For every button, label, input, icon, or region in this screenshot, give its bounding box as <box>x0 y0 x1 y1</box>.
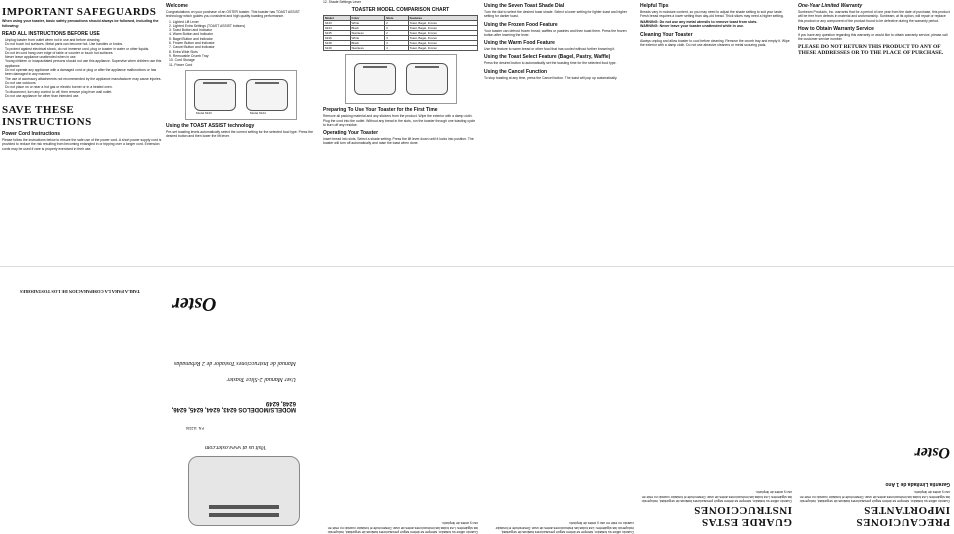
bullet: Do not place on or near a hot gas or electric burner or in a heated oven. <box>5 85 113 90</box>
table-cell: Toast, Bagel, Frozen <box>408 41 477 46</box>
bullet: Do not operate any appliance with a damaged cord or plug or after the appliance malfunctions or has been damaged in any manner. <box>5 68 157 77</box>
cleaning-text: Always unplug and allow toaster to cool before cleaning. Remove the crumb tray and empty it. Wipe the exterior with a damp cloth. Do not use abrasive cleaners or metal scouring pads. <box>640 38 790 47</box>
es-text: Cuando utilice su tostador, siempre se deben seguir precauciones basicas de seguridad, incluyendo las siguientes: Lea todas las instrucciones antes de usar. Desenchufe el tostador cuando no este en uso y antes de limpiarlo. <box>327 521 478 534</box>
bullet: To disconnect, turn any control to off, then remove plug from wall outlet. <box>5 89 113 94</box>
table-cell: 2 <box>385 21 409 26</box>
table-header: Color <box>350 16 385 21</box>
comparison-column <box>323 0 478 267</box>
es-text: Cuando utilice su tostador, siempre se deben seguir precauciones basicas de seguridad, incluyendo las siguientes: Lea todas las instrucciones antes de usar. Desenchufe el tostador cuando no este en uso y antes de limpiarlo. <box>641 490 792 503</box>
table-header: Model <box>324 16 351 21</box>
usage-text: Pre-set toasting levels automatically select the correct setting for the selected food type. Press the desired button and then lower the lift lever. <box>166 129 314 139</box>
es-column <box>484 267 634 534</box>
oster-logo: Oster <box>172 293 217 315</box>
table-cell: Stainless <box>350 46 385 51</box>
operate-text: Insert bread into slots. Select a shade setting. Press the lift lever down until it locks into position. The toaster will turn off automatically and raise the toast when done. <box>323 137 474 146</box>
cover-panel <box>2 267 162 534</box>
table-header: Features <box>408 16 477 21</box>
bullet: To protect against electrical shock, do not immerse cord, plug or toaster in water or other liquids. <box>5 46 150 51</box>
prep-heading: Preparing To Use Your Toaster for the First Time <box>323 107 438 114</box>
section-heading: Using the Cancel Function <box>484 68 548 75</box>
safeguards-intro: When using your toaster, basic safety precautions should always be followed, including the following: <box>2 19 159 28</box>
toaster-illustration <box>246 79 288 111</box>
table-cell: Black <box>350 41 385 46</box>
section-text: Turn the dial to select the desired toast shade. Select a lower setting for lighter toast and higher setting for darker toast. <box>484 10 627 19</box>
cover-panel-main <box>166 267 316 534</box>
es-save-title: GUARDE ESTAS INSTRUCCIONES <box>693 504 792 528</box>
bullet: Young children or incapacitated persons should not use this appliance. Supervise when children use this appliance. <box>5 59 162 68</box>
cleaning-heading: Cleaning Your Toaster <box>640 31 693 38</box>
es-column <box>323 267 478 534</box>
table-cell: 6243 <box>324 21 351 26</box>
welcome-text: Congratulations on your purchase of an OSTER toaster. This toaster has TOAST ASSIST technology which guides you consistent and high quality toasting performance. <box>166 10 300 19</box>
models-text: MODELS/MODELOS 6243, 6244, 6245, 6246, 6248, 6249 <box>171 400 296 412</box>
section-text: Use this feature to warm bread or other food that has cooled without further browning it. <box>484 47 616 52</box>
warranty-column <box>798 0 950 267</box>
warranty-service-text: If you have any question regarding this warranty or would like to obtain warranty service, please call the customer service number. <box>798 32 948 42</box>
warranty-service-heading: How to Obtain Warranty Service <box>798 25 874 32</box>
table-cell: Toast, Bagel, Frozen <box>408 46 477 51</box>
return-notice: PLEASE DO NOT RETURN THIS PRODUCT TO ANY OF THESE ADDRESSES OR TO THE PLACE OF PURCHASE. <box>798 44 944 57</box>
website-text: Visit us at www.oster.com <box>205 444 266 450</box>
toaster-figure <box>185 70 297 120</box>
read-instructions-heading: READ ALL INSTRUCTIONS BEFORE USE <box>2 31 100 37</box>
table-row <box>324 46 478 51</box>
table-cell: Toast, Bagel, Frozen <box>408 36 477 41</box>
table-cell: 4 <box>385 41 409 46</box>
part-item: 4. Warm Button and Indicator <box>169 32 213 37</box>
figure-label: Model 6244 <box>250 110 266 115</box>
table-cell: 4 <box>385 36 409 41</box>
cover-chart-title: TABLA PARA LA COMPARACION DE LOS TOSTADORES <box>19 289 140 294</box>
table-cell: Black <box>350 26 385 31</box>
safeguards-title: IMPORTANT SAFEGUARDS <box>2 6 157 18</box>
table-cell: 6248 <box>324 41 351 46</box>
table-cell: 4 <box>385 46 409 51</box>
warranty-heading: One-Year Limited Warranty <box>798 3 863 9</box>
toaster-figure <box>345 54 457 104</box>
welcome-column <box>166 0 316 267</box>
safeguards-column <box>2 0 162 267</box>
part-item: 8. Extra Wide Slots <box>169 49 198 54</box>
bullet: Do not touch hot surfaces. Metal parts can become hot. Use handles or knobs. <box>5 42 123 47</box>
table-cell: 2 <box>385 31 409 36</box>
part-item: 11. Power Cord <box>169 62 193 67</box>
bullet: Never leave appliance unattended when in use. <box>5 55 77 60</box>
toaster-photo <box>188 456 300 526</box>
bullet: Do not use outdoors. <box>5 80 37 85</box>
section-text: Your toaster can defrost frozen bread, waffles or pastries and then toast them. Press the frozen button after lowering the lever. <box>484 28 627 37</box>
section-heading: Using the Frozen Food Feature <box>484 21 558 28</box>
prep-text: Remove all packing material and any stickers from the product. Wipe the exterior with a damp cloth. Plug the cord into the outlet. Without any bread in the slots, run the toaster through one toasting cycle to burn off any residue. <box>323 114 476 127</box>
comparison-chart-title: TOASTER MODEL COMPARISON CHART <box>351 7 450 14</box>
usage-heading: Using the TOAST ASSIST technology <box>166 122 255 129</box>
toaster-illustration <box>194 79 236 111</box>
table-cell: White <box>350 21 385 26</box>
warning-text: WARNING: Do not use any metal utensils to remove toast from slots. <box>640 19 758 24</box>
cover <box>4 270 160 532</box>
table-cell: Stainless <box>350 31 385 36</box>
tips-column <box>640 0 792 267</box>
cord-instructions-text: Please follow the instructions below to ensure the safe use of the power cord. A short power supply cord is provided to reduce the risk resulting from becoming entangled in or tripping over a longer cord. Extension cords may be used if care is properly exercised in their use. <box>2 138 162 151</box>
section-heading: Using the Seven Toast Shade Dial <box>484 3 565 9</box>
comparison-table <box>323 15 478 51</box>
part-item: 6. Frozen Button and Indicator <box>169 41 215 46</box>
part-item: 2. Lighted Extra Settings (TOAST ASSIST buttons) <box>169 23 246 28</box>
es-warranty: Garantia Limitada de 1 Ano <box>885 481 950 488</box>
section-heading: Using the Toast Select Feature (Bagel, Pastry, Waffle) <box>484 54 611 61</box>
table-cell: 6245 <box>324 31 351 36</box>
bullet: The use of accessory attachments not recommended by the appliance manufacturer may cause injuries. <box>5 76 162 81</box>
section-heading: Using the Warm Food Feature <box>484 40 555 47</box>
table-cell: Toast, Bagel, Frozen <box>408 31 477 36</box>
part-item: 5. Bagel Button and Indicator <box>169 36 213 41</box>
oster-logo: Oster <box>914 444 950 462</box>
part-item: 10. Cord Storage <box>169 58 195 63</box>
es-text: Cuando utilice su tostador, siempre se deben seguir precauciones basicas de seguridad, incluyendo las siguientes: Lea todas las instrucciones antes de usar. Desenchufe el tostador cuando no este en uso y antes de limpiarlo. <box>799 490 950 503</box>
table-cell: White <box>350 36 385 41</box>
table-header: Slots <box>385 16 409 21</box>
es-title: PRECAUCIONES IMPORTANTES <box>855 504 950 528</box>
table-cell: 6249 <box>324 46 351 51</box>
es-text: Cuando utilice su tostador, siempre se deben seguir precauciones basicas de seguridad, incluyendo las siguientes: Lea todas las instrucciones antes de usar. Desenchufe el tostador cuando no este en uso y antes de limpiarlo. <box>495 521 634 534</box>
bullet: Do not use appliance for other than intended use. <box>5 93 80 98</box>
toaster-illustration <box>406 63 448 95</box>
cover <box>168 270 314 532</box>
table-cell: Toast, Bagel, Frozen <box>408 26 477 31</box>
es-column <box>798 267 950 534</box>
part-item: 7. Cancel Button and Indicator <box>169 45 215 50</box>
features-column <box>484 0 634 267</box>
part-number: P.N. 112226 <box>185 426 204 430</box>
figure-label: Model 6243 <box>196 110 212 115</box>
part-item: 3. Toast Button and Indicator <box>169 28 213 33</box>
cover-title: User Manual 2-Slice Toaster <box>226 376 296 382</box>
item-text: 12. Shade Settings Lever <box>323 0 362 4</box>
tips-heading: Helpful Tips <box>640 3 669 9</box>
part-item: 9. Removable Crumb Tray <box>169 53 209 58</box>
cord-instructions-heading: Power Cord Instructions <box>2 131 61 138</box>
warranty-text: Sunbeam Products, Inc. warrants that for a period of one year from the date of purchase, this product will be free from defects in material and workmanship. Sunbeam, at its option, will repair or replace this product or any component of the product found to be defective during the warranty period. <box>798 10 950 23</box>
section-text: Press the desired button to automatically set the toasting time for the selected food type. <box>484 61 617 66</box>
tips-text: Breads vary in moisture content, so you may need to adjust the shade setting to suit your taste. Fresh bread requires a lower setting than day-old bread. Thick slices may need a higher setting. <box>640 10 784 19</box>
save-instructions-title: SAVE THESE INSTRUCTIONS <box>2 104 92 129</box>
table-cell: Toast, Bagel, Frozen <box>408 21 477 26</box>
section-text: To stop toasting at any time, press the Cancel button. The toast will pop up automatically. <box>484 75 618 80</box>
part-item: 1. Lighted Lift Lever <box>169 19 199 24</box>
table-cell: 6244 <box>324 26 351 31</box>
operate-heading: Operating Your Toaster <box>323 130 379 137</box>
es-column <box>640 267 792 534</box>
welcome-heading: Welcome <box>166 3 188 9</box>
bullet: Unplug toaster from outlet when not in use and before cleaning. <box>5 38 101 42</box>
bullet: Do not let cord hang over edge of table or counter or touch hot surfaces. <box>5 50 114 55</box>
toaster-illustration <box>354 63 396 95</box>
warning-text: WARNING: Never leave your toaster unattended while in use. <box>640 24 745 29</box>
table-cell: 2 <box>385 26 409 31</box>
table-cell: 6246 <box>324 36 351 41</box>
cover-title-es: Manual de Instrucciones Tostador de 2 Rebanadas <box>173 360 296 366</box>
